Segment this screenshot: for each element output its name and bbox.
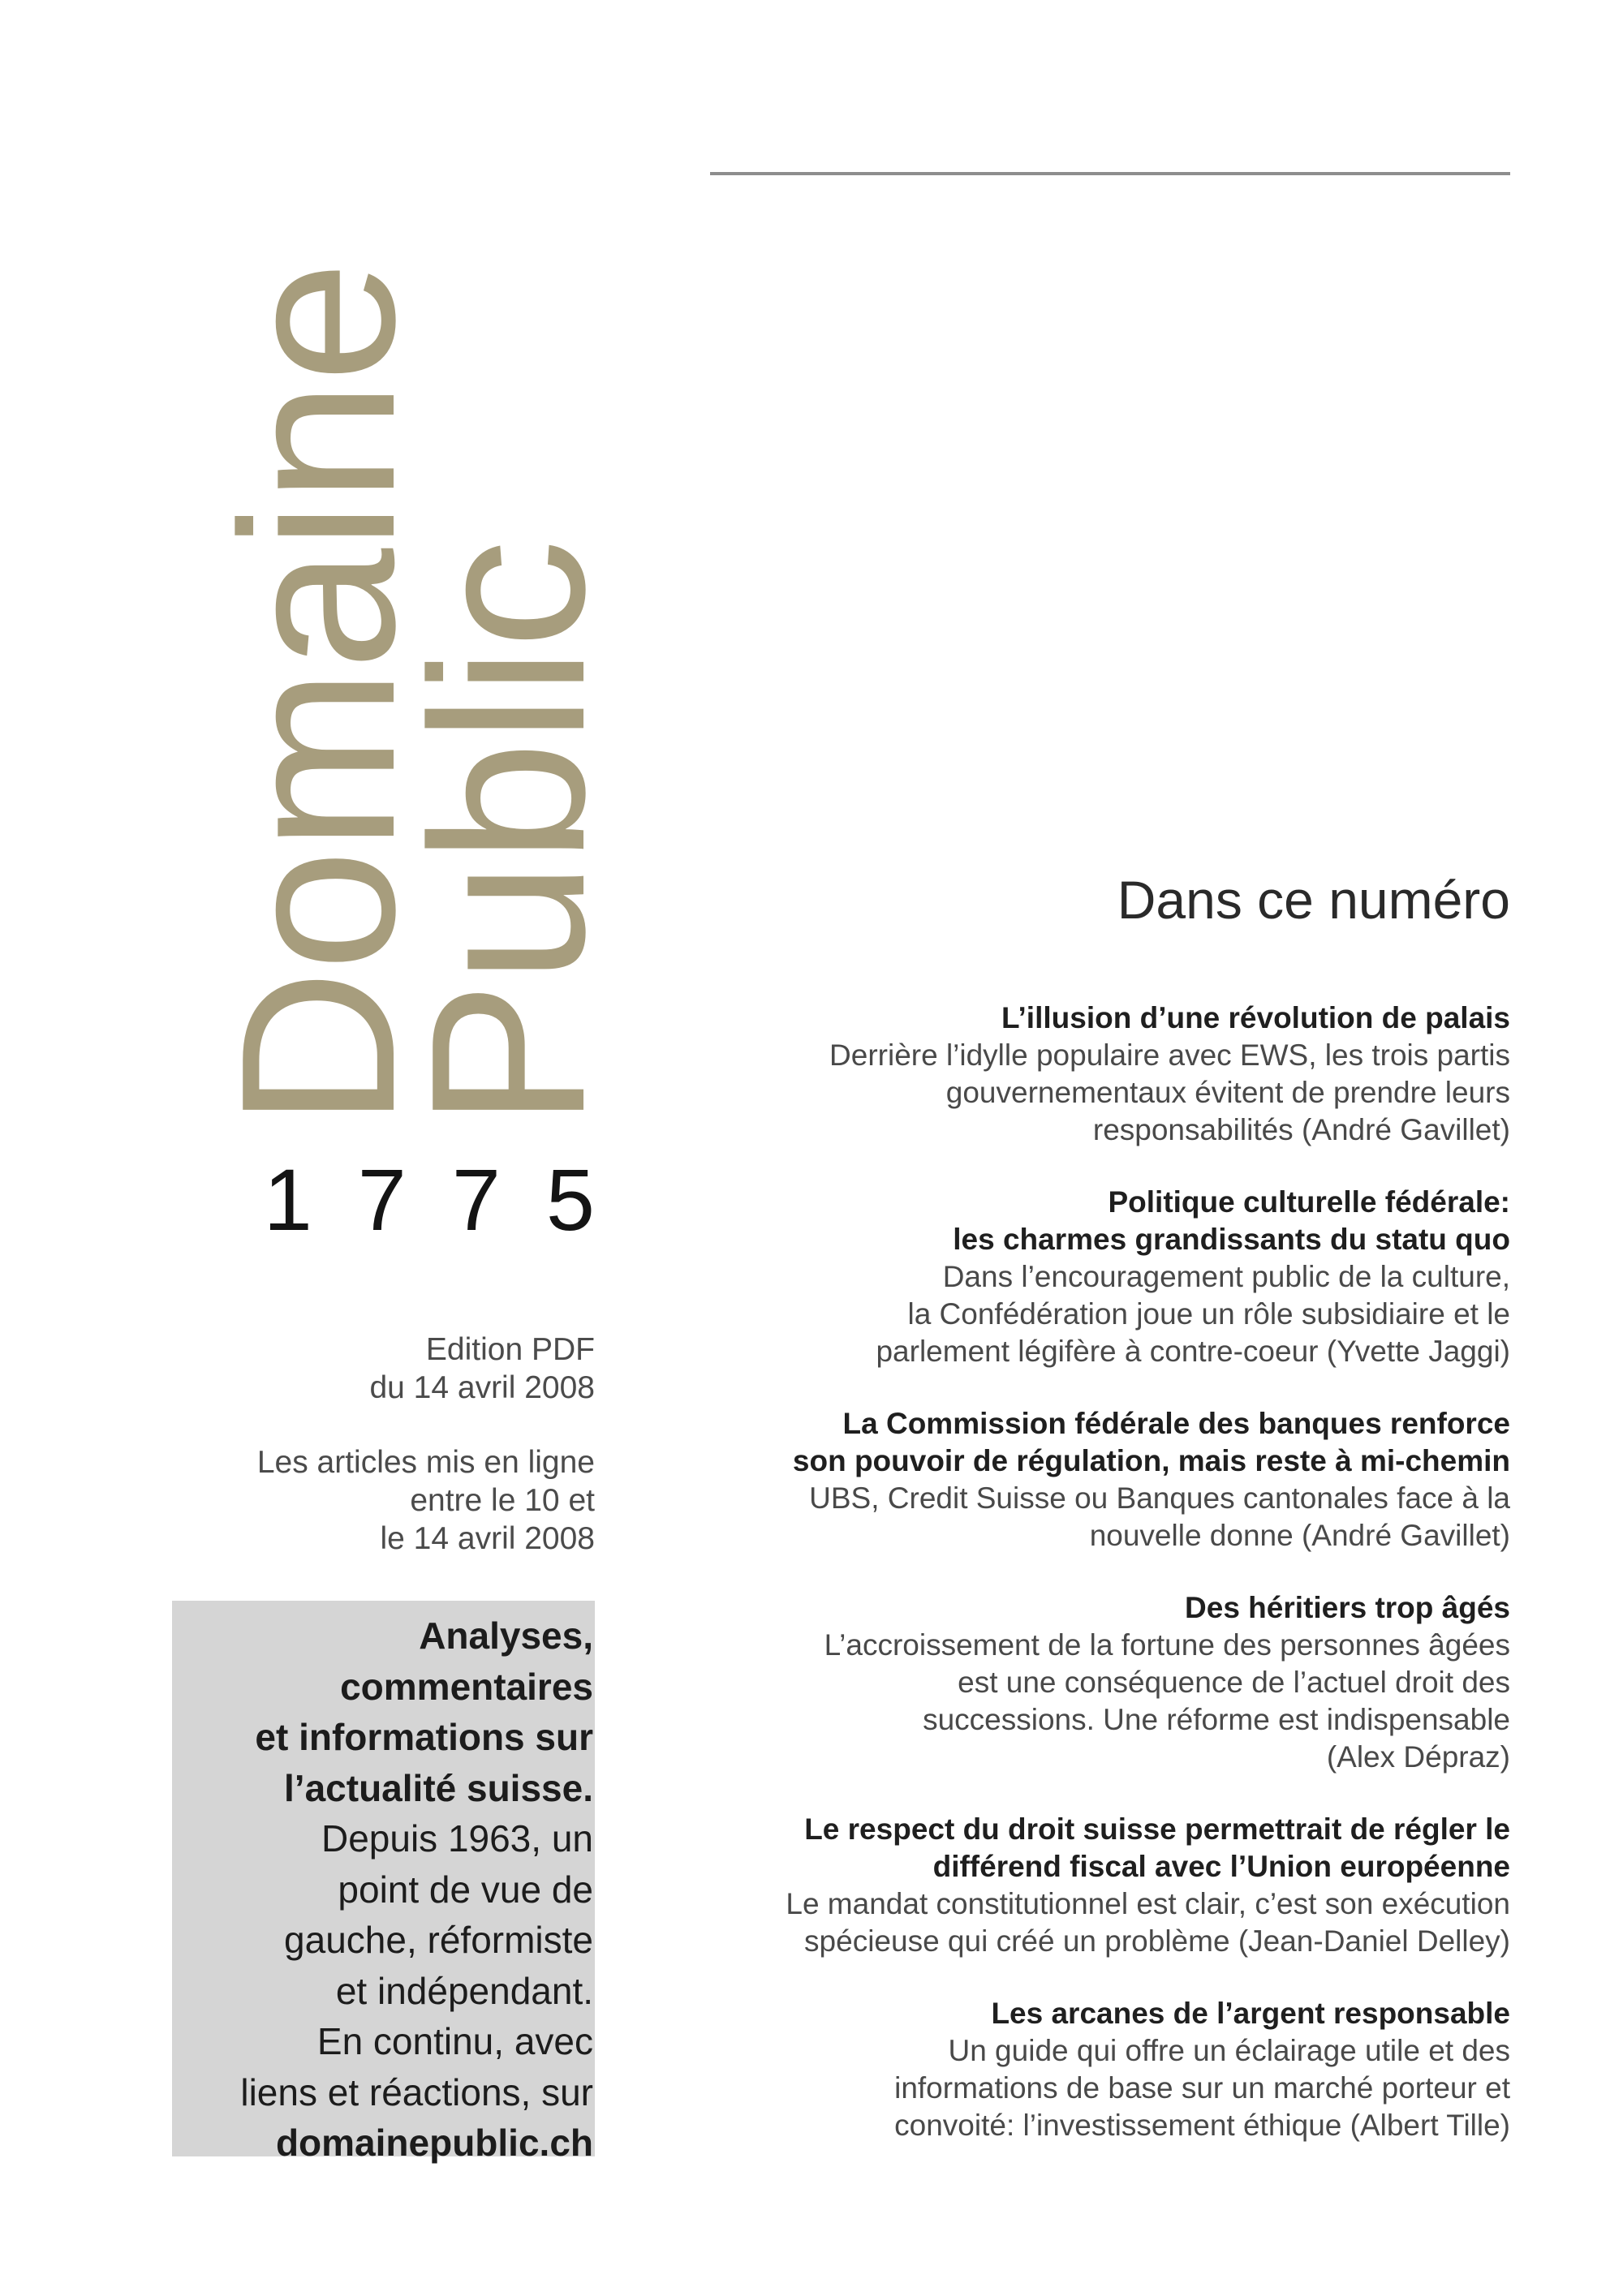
toc-item-description: est une conséquence de l’actuel droit des [958,1666,1510,1699]
promo-line: Depuis 1963, un [321,1817,593,1860]
toc-item-description: gouvernementaux évitent de prendre leurs [945,1076,1510,1109]
toc-item-description: successions. Une réforme est indispensable [923,1703,1510,1736]
toc-item[interactable] [577,1184,1510,1370]
toc-item[interactable] [577,1589,1510,1776]
promo-line: commentaires [340,1665,593,1708]
articles-range [108,1443,595,1558]
promo-line: En continu, avec [316,2020,593,2062]
issue-number: 1775 [263,1150,640,1249]
edition-date [108,1331,595,1407]
promo-line: domainepublic.ch [275,2122,593,2164]
masthead-title-public: Public [386,540,631,1128]
toc-item-description: UBS, Credit Suisse ou Banques cantonales face à la [809,1481,1510,1515]
toc-item-heading: son pouvoir de régulation, mais reste à mi-chemin [792,1444,1510,1477]
promo-line: gauche, réformiste [284,1919,593,1961]
promo-line: Analyses, [419,1615,593,1657]
toc-title: Dans ce numéro [1117,870,1510,930]
promo-line: et indépendant. [335,1969,593,2012]
toc-item[interactable] [577,1995,1510,2144]
toc-item-heading: différend fiscal avec l’Union européenne [932,1850,1510,1883]
toc-item-heading: La Commission fédérale des banques renforce [842,1407,1510,1440]
edition-info [108,1331,595,1594]
toc-item[interactable] [577,1000,1510,1149]
toc-item-description: la Confédération joue un rôle subsidiaire et le [907,1297,1510,1331]
toc-item-description: convoité: l’investissement éthique (Albert Tille) [894,2109,1510,2142]
toc-item-description: (Alex Dépraz) [1326,1740,1510,1774]
toc-item-description: Un guide qui offre un éclairage utile et des [948,2034,1510,2067]
toc-item-heading: L’illusion d’une révolution de palais [1001,1001,1510,1034]
articles-line: entre le 10 et [410,1483,595,1518]
toc-item[interactable] [577,1811,1510,1960]
toc-item-heading: Le respect du droit suisse permettrait de régler le [804,1812,1510,1846]
articles-line: le 14 avril 2008 [380,1521,595,1556]
top-rule [710,172,1510,175]
promo-line: et informations sur [255,1716,593,1758]
toc-item[interactable] [577,1405,1510,1554]
toc-item-description: nouvelle donne (André Gavillet) [1089,1519,1510,1552]
toc-item-description: informations de base sur un marché porteur et [894,2071,1510,2105]
toc-item-heading: Les arcanes de l’argent responsable [991,1997,1510,2030]
edition-line: Edition PDF [425,1332,595,1367]
table-of-contents [577,1000,1510,2179]
toc-item-heading: Des héritiers trop âgés [1185,1591,1510,1624]
masthead-title-domaine: Domaine [196,262,441,1128]
toc-item-heading: Politique culturelle fédérale: [1108,1185,1510,1219]
toc-item-description: spécieuse qui créé un problème (Jean-Daniel Delley) [804,1924,1510,1958]
toc-item-description: parlement légifère à contre-coeur (Yvette Jaggi) [876,1335,1510,1368]
promo-line: point de vue de [338,1868,593,1911]
promo-line: l’actualité suisse. [284,1766,593,1809]
toc-item-description: Le mandat constitutionnel est clair, c’est son exécution [786,1887,1510,1920]
edition-line: du 14 avril 2008 [369,1370,595,1405]
promo-box [172,1601,595,2164]
promo-line: liens et réactions, sur [240,2070,593,2113]
toc-item-description: Derrière l’idylle populaire avec EWS, les trois partis [829,1038,1510,1072]
toc-item-heading: les charmes grandissants du statu quo [953,1223,1510,1256]
toc-item-description: Dans l’encouragement public de la culture, [942,1260,1510,1293]
toc-item-description: L’accroissement de la fortune des personnes âgées [824,1628,1510,1662]
articles-line: Les articles mis en ligne [256,1445,595,1480]
toc-item-description: responsabilités (André Gavillet) [1092,1113,1510,1146]
